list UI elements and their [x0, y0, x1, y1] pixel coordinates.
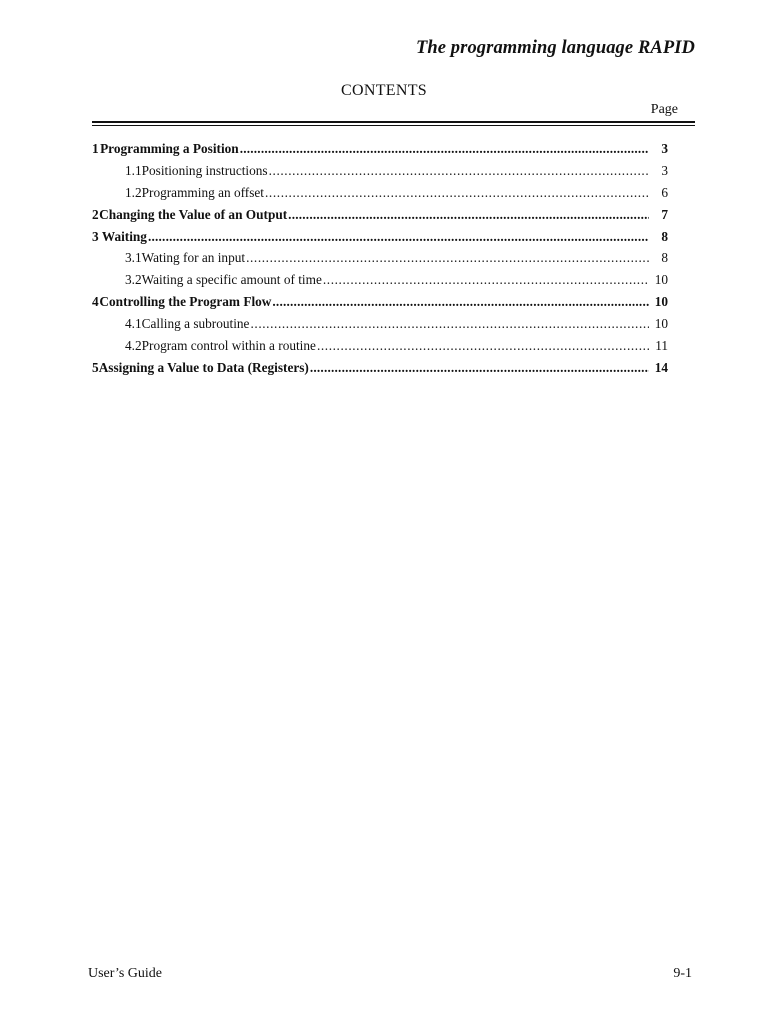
toc-entry-number: 1	[92, 141, 99, 156]
toc-section-entry[interactable]	[92, 271, 668, 293]
toc-entry-title: Waiting	[101, 228, 147, 244]
toc-entry-title: Waiting a specific amount of time	[141, 272, 322, 288]
toc-section-entry[interactable]	[92, 162, 668, 184]
table-of-contents	[92, 140, 668, 381]
toc-entry-title: Assigning a Value to Data (Registers)	[98, 359, 309, 375]
toc-dot-leader	[148, 228, 649, 246]
toc-section-entry[interactable]	[92, 184, 668, 206]
toc-entry-number: 1.2	[125, 184, 142, 200]
toc-dot-leader	[310, 359, 649, 377]
toc-entry-title: Controlling the Program Flow	[99, 294, 272, 310]
contents-heading: CONTENTS	[341, 82, 427, 99]
toc-dot-leader	[240, 140, 649, 158]
toc-chapter-entry[interactable]	[92, 228, 668, 250]
toc-chapter-entry[interactable]	[92, 293, 668, 315]
toc-entry-page: 8	[661, 250, 668, 266]
toc-entry-number: 3.1	[125, 250, 142, 266]
toc-dot-leader	[317, 337, 649, 355]
toc-entry-number: 5	[92, 359, 99, 375]
toc-entry-page: 10	[654, 272, 668, 288]
toc-dot-leader	[272, 293, 649, 311]
toc-entry-number: 2	[92, 206, 99, 222]
toc-section-entry[interactable]	[92, 337, 668, 359]
toc-entry-number: 1.1	[125, 162, 142, 178]
toc-entry-page: 6	[661, 184, 668, 200]
header-rule-thick	[92, 121, 695, 123]
toc-chapter-entry[interactable]	[92, 359, 668, 381]
toc-entry-title: Programming a Position	[100, 141, 239, 156]
toc-entry-title: Program control within a routine	[141, 338, 316, 354]
toc-entry-page: 3	[661, 162, 668, 178]
footer-page-number: 9-1	[673, 966, 692, 981]
toc-entry-page: 10	[654, 316, 668, 332]
toc-chapter-entry[interactable]	[92, 140, 668, 162]
toc-entry-page: 10	[654, 294, 668, 310]
toc-section-entry[interactable]	[92, 249, 668, 271]
toc-dot-leader	[250, 315, 649, 333]
footer-document-name: User’s Guide	[88, 966, 163, 981]
toc-entry-page: 7	[661, 206, 668, 222]
toc-entry-number: 4.2	[125, 338, 142, 354]
toc-entry-page: 3	[661, 141, 668, 156]
toc-dot-leader	[246, 249, 649, 267]
header-rule-thin	[92, 125, 695, 126]
toc-entry-title: Programming an offset	[141, 184, 264, 200]
toc-entry-title: Calling a subroutine	[141, 316, 250, 332]
toc-entry-page: 11	[655, 338, 668, 354]
toc-entry-number: 3.2	[125, 272, 142, 288]
toc-dot-leader	[265, 184, 649, 202]
toc-entry-number: 4	[92, 294, 99, 310]
toc-entry-title: Wating for an input	[141, 250, 246, 266]
toc-entry-page: 14	[654, 359, 668, 375]
toc-section-entry[interactable]	[92, 315, 668, 337]
toc-dot-leader	[269, 162, 649, 180]
toc-entry-page: 8	[661, 228, 668, 244]
toc-dot-leader	[288, 206, 649, 224]
toc-dot-leader	[323, 271, 649, 289]
running-header-title: The programming language RAPID	[415, 38, 695, 58]
toc-entry-title: Positioning instructions	[141, 162, 268, 178]
toc-entry-number: 4.1	[125, 316, 142, 332]
toc-entry-title: Changing the Value of an Output	[99, 206, 288, 222]
toc-entry-number: 3	[92, 228, 99, 244]
toc-chapter-entry[interactable]	[92, 206, 668, 228]
page-column-label: Page	[650, 102, 678, 117]
